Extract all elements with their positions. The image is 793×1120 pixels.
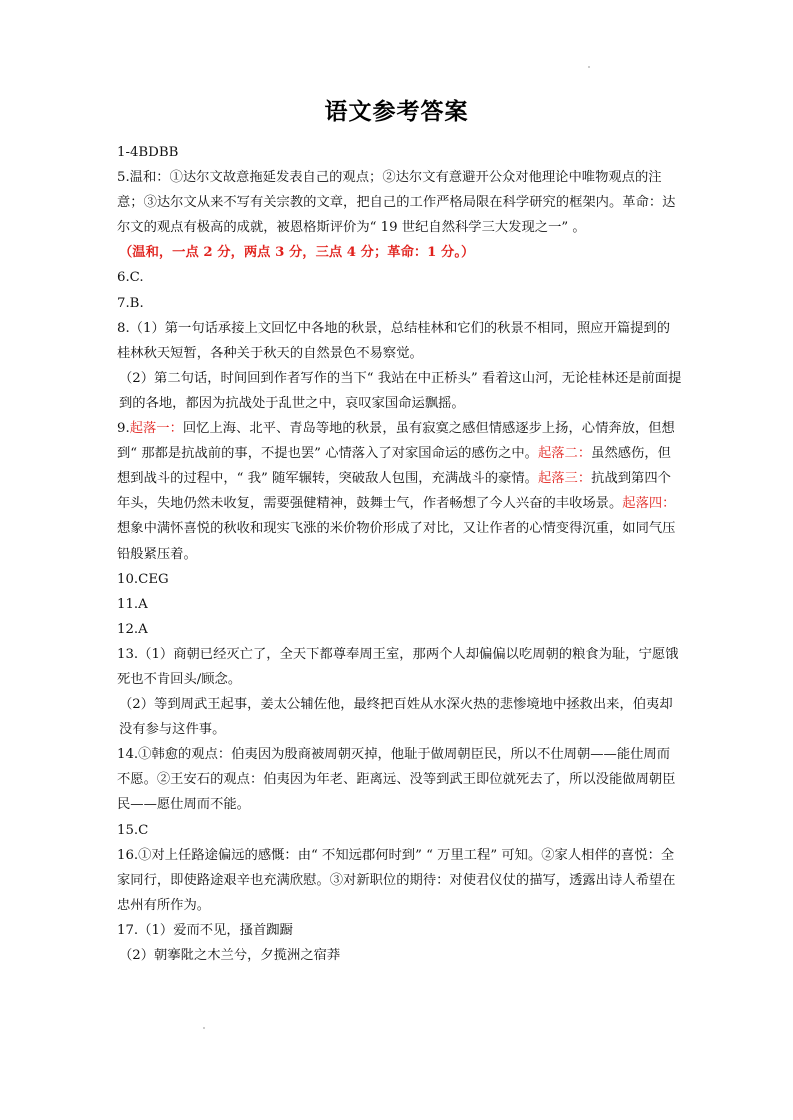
scan-speck: [588, 66, 590, 68]
answer-13-part-2: （2）等到周武王起事，姜太公辅佐他，最终把百姓从水深火热的悲惨境地中拯救出来，伯夷却没有参与这件事。: [119, 697, 673, 738]
answer-11: 11.A: [117, 596, 148, 612]
answer-9-text-4: 想象中满怀喜悦的秋收和现实飞涨的米价物价形成了对比，又让作者的心情变得沉重，如同气压铅般紧压着。: [117, 521, 676, 562]
answer-9-label-1: 起落一：: [129, 421, 183, 437]
answer-9-text-3: 抗战到第四个年头，失地仍然未收复，需要强健精神，鼓舞士气，作者畅想了今人兴奋的丰收场景。: [117, 471, 671, 512]
answer-6: 6.C.: [117, 270, 144, 286]
answer-9-text-1: 回忆上海、北平、青岛等地的秋景，虽有寂寞之感但情感逐步上扬，心情奔放，但想到“ 那都是抗战前的事，不提也罢” 心情落入了对家国命运的感伤之中。: [117, 421, 675, 462]
answer-13-part-1: 13.（1）商朝已经灭亡了，全天下都尊奉周王室，那两个人却偏偏以吃周朝的粮食为耻，宁愿饿死也不肯回头/顾念。: [117, 646, 679, 687]
answer-8-part-2: （2）第二句话，时间回到作者写作的当下“ 我站在中正桥头” 看着这山河，无论桂林还是前面提到的各地，都因为抗战处于乱世之中，哀叹家国命运飘摇。: [119, 370, 682, 411]
answer-17-part-2: （2）朝搴阰之木兰兮，夕揽洲之宿莽: [119, 948, 341, 963]
scan-speck: [203, 1027, 205, 1029]
answer-8-part-1: 8.（1）第一句话承接上文回忆中各地的秋景，总结桂林和它们的秋景不相同，照应开篇提到的桂林秋天短暂，各种关于秋天的自然景色不易察觉。: [117, 320, 671, 361]
answer-10: 10.CEG: [117, 571, 169, 587]
answer-7: 7.B.: [117, 295, 144, 311]
answer-1-4: 1-4BDBB: [117, 145, 179, 160]
answer-9-number: 9.: [117, 421, 130, 437]
answer-9-text-2: 虽然感伤，但想到战斗的过程中，“ 我” 随军辗转，突破敌人包围，充满战斗的豪情。: [117, 446, 671, 487]
answer-5: 5.温和：①达尔文故意拖延发表自己的观点；②达尔文有意避开公众对他理论中唯物观点的注意；③达尔文从来不写有关宗教的文章，把自己的工作严格局限在科学研究的框架内。革命：达尔文的观点有极高的成就，被恩格斯评价为“ 19 世纪自然科学三大发现之一” 。: [117, 170, 676, 236]
answer-15: 15.C: [117, 822, 149, 838]
answer-9-label-4: 起落四：: [622, 496, 676, 512]
answer-17-part-1: 17.（1）爱而不见，搔首踟蹰: [117, 922, 293, 938]
answer-9: [117, 416, 682, 567]
answer-12: 12.A: [117, 621, 148, 637]
answer-16: 16.①对上任路途偏远的感慨：由“ 不知远郡何时到” “ 万里工程” 可知。②家人相伴的喜悦：全家同行，即使路途艰辛也充满欣慰。③对新职位的期待：对使君仪仗的描写，透露出诗人希望在忠州有所作为。: [117, 847, 676, 913]
page-title: 语文参考答案: [324, 99, 469, 125]
answer-content: [117, 140, 682, 968]
answer-5-score-note: （温和，一点 2 分，两点 3 分，三点 4 分；革命：1 分。）: [119, 245, 475, 261]
answer-9-label-3: 起落三：: [537, 471, 592, 487]
answer-9-label-2: 起落二：: [537, 446, 592, 462]
answer-14: 14.①韩愈的观点：伯夷因为殷商被周朝灭掉，他耻于做周朝臣民，所以不仕周朝——能仕周而不愿。②王安石的观点：伯夷因为年老、距离远、没等到武王即位就死去了，所以没能做周朝臣民——愿仕周而不能。: [117, 747, 676, 813]
